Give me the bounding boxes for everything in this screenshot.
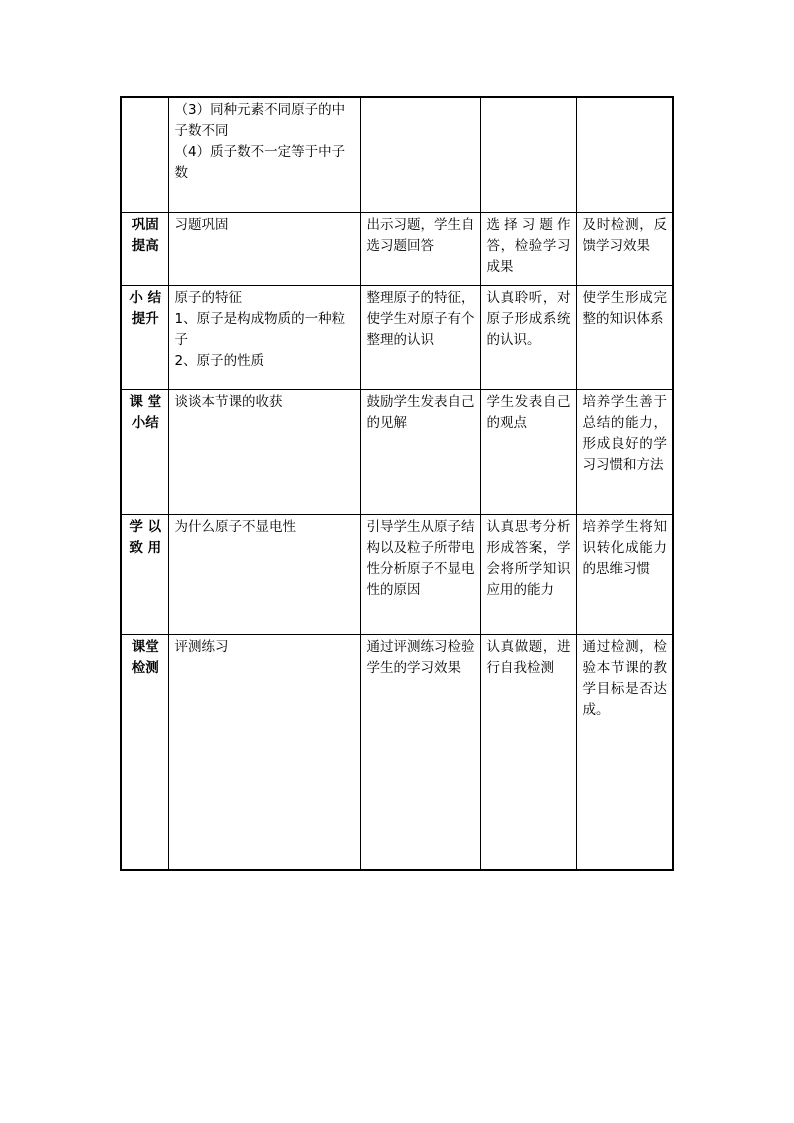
stage-label: 巩固	[131, 216, 159, 233]
design-intent-cell: 使学生形成完整的知识体系	[576, 285, 673, 389]
teacher-activity-cell: 引导学生从原子结构以及粒子所带电性分析原子不显电性的原因	[360, 514, 480, 634]
stage-cell	[121, 212, 168, 285]
student-activity-cell: 学生发表自己的观点	[480, 389, 576, 514]
stage-cell	[121, 634, 168, 870]
stage-label: 课 堂	[129, 393, 162, 410]
stage-cell	[121, 514, 168, 634]
stage-label: 课堂	[131, 638, 159, 655]
stage-label: 提高	[131, 237, 159, 254]
content-line: 谈谈本节课的收获	[174, 393, 283, 410]
table-row	[121, 285, 673, 389]
table-row	[121, 97, 673, 212]
lesson-plan-table	[120, 96, 674, 871]
content-cell	[168, 634, 360, 870]
student-activity-cell	[480, 97, 576, 212]
student-activity-cell: 认真做题，进行自我检测	[480, 634, 576, 870]
teacher-activity-cell	[360, 97, 480, 212]
content-line: 习题巩固	[174, 216, 229, 233]
student-activity-cell: 认真聆听，对原子形成系统的认识。	[480, 285, 576, 389]
content-cell	[168, 389, 360, 514]
content-cell	[168, 285, 360, 389]
design-intent-cell: 及时检测，反馈学习效果	[576, 212, 673, 285]
design-intent-cell: 培养学生将知识转化成能力的思维习惯	[576, 514, 673, 634]
stage-label: 小结	[131, 414, 159, 431]
table-row	[121, 212, 673, 285]
teacher-activity-cell: 鼓励学生发表自己的见解	[360, 389, 480, 514]
stage-cell	[121, 97, 168, 212]
stage-label: 提升	[131, 310, 159, 327]
content-line: 评测练习	[174, 638, 229, 655]
content-line: （4）质子数不一定等于中子数	[174, 144, 346, 181]
content-line: （3）同种元素不同原子的中子数不同	[174, 102, 346, 139]
content-cell	[168, 514, 360, 634]
content-line: 2、原子的性质	[174, 352, 265, 369]
teacher-activity-cell: 出示习题，学生自选习题回答	[360, 212, 480, 285]
table-row	[121, 514, 673, 634]
stage-cell	[121, 285, 168, 389]
student-activity-cell: 选择习题作答，检验学习成果	[480, 212, 576, 285]
stage-label: 小 结	[129, 289, 162, 306]
teacher-activity-cell: 整理原子的特征，使学生对原子有个整理的认识	[360, 285, 480, 389]
content-line: 原子的特征	[174, 289, 242, 306]
student-activity-cell: 认真思考分析形成答案，学会将所学知识应用的能力	[480, 514, 576, 634]
table-row	[121, 634, 673, 870]
table-row	[121, 389, 673, 514]
stage-label: 学 以	[129, 518, 162, 535]
stage-cell	[121, 389, 168, 514]
content-line: 1、原子是构成物质的一种粒子	[174, 310, 346, 348]
content-cell	[168, 97, 360, 212]
content-line: 为什么原子不显电性	[174, 518, 296, 535]
content-cell	[168, 212, 360, 285]
design-intent-cell	[576, 97, 673, 212]
teacher-activity-cell: 通过评测练习检验学生的学习效果	[360, 634, 480, 870]
design-intent-cell: 培养学生善于总结的能力，形成良好的学习习惯和方法	[576, 389, 673, 514]
stage-label: 致 用	[129, 539, 162, 556]
design-intent-cell: 通过检测，检验本节课的教学目标是否达成。	[576, 634, 673, 870]
stage-label: 检测	[131, 659, 159, 676]
